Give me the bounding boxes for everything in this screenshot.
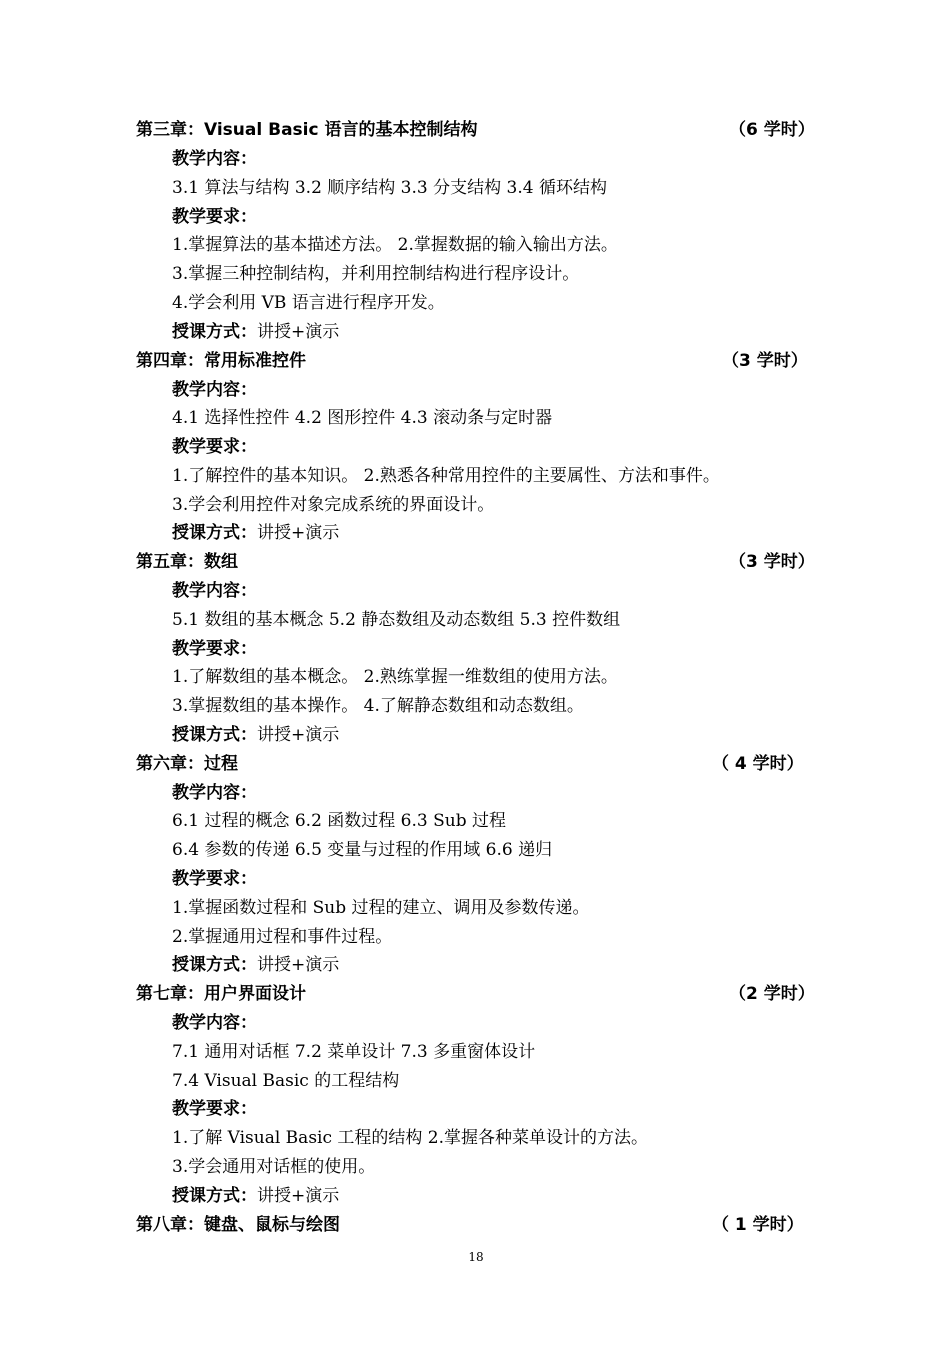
chapter-6-hours: （ 4 学时） xyxy=(712,754,804,774)
chapter-5-hours: （3 学时） xyxy=(729,552,815,572)
teaching-method xyxy=(172,522,339,544)
content-line: 4.1 选择性控件 4.2 图形控件 4.3 滚动条与定时器 xyxy=(172,408,553,428)
chapter-5-title: 第五章：数组 xyxy=(136,552,238,572)
method-value: 讲授+演示 xyxy=(257,523,340,543)
content-heading: 教学内容： xyxy=(172,380,257,400)
requirement-line: 3.学会利用控件对象完成系统的界面设计。 xyxy=(172,495,495,515)
content-line: 5.1 数组的基本概念 5.2 静态数组及动态数组 5.3 控件数组 xyxy=(172,610,621,630)
content-heading: 教学内容： xyxy=(172,581,257,601)
requirement-line: 3.掌握三种控制结构，并利用控制结构进行程序设计。 xyxy=(172,264,580,284)
teaching-method xyxy=(172,724,339,746)
content-heading: 教学内容： xyxy=(172,149,257,169)
content-line: 3.1 算法与结构 3.2 顺序结构 3.3 分支结构 3.4 循环结构 xyxy=(172,178,607,198)
requirements-heading: 教学要求： xyxy=(172,207,257,227)
teaching-method xyxy=(172,1185,339,1207)
content-heading: 教学内容： xyxy=(172,783,257,803)
method-label: 授课方式： xyxy=(172,1186,257,1206)
chapter-8-title: 第八章：键盘、鼠标与绘图 xyxy=(136,1215,340,1235)
method-label: 授课方式： xyxy=(172,955,257,975)
method-value: 讲授+演示 xyxy=(257,725,340,745)
chapter-7-hours: （2 学时） xyxy=(729,984,815,1004)
requirement-line: 4.学会利用 VB 语言进行程序开发。 xyxy=(172,293,445,313)
chapter-3-hours: （6 学时） xyxy=(729,120,815,140)
page-number: 18 xyxy=(468,1250,484,1264)
teaching-method xyxy=(172,954,339,976)
requirements-heading: 教学要求： xyxy=(172,639,257,659)
method-label: 授课方式： xyxy=(172,322,257,342)
chapter-8-hours: （ 1 学时） xyxy=(712,1215,804,1235)
content-line: 7.4 Visual Basic 的工程结构 xyxy=(172,1071,400,1091)
requirement-line: 1.了解控件的基本知识。 2.熟悉各种常用控件的主要属性、方法和事件。 xyxy=(172,466,720,486)
method-value: 讲授+演示 xyxy=(257,955,340,975)
requirement-line: 1.了解 Visual Basic 工程的结构 2.掌握各种菜单设计的方法。 xyxy=(172,1128,649,1148)
requirement-line: 1.掌握算法的基本描述方法。 2.掌握数据的输入输出方法。 xyxy=(172,235,618,255)
requirement-line: 3.掌握数组的基本操作。 4.了解静态数组和动态数组。 xyxy=(172,696,584,716)
method-label: 授课方式： xyxy=(172,725,257,745)
chapter-6-title: 第六章：过程 xyxy=(136,754,238,774)
content-line: 6.4 参数的传递 6.5 变量与过程的作用域 6.6 递归 xyxy=(172,840,553,860)
requirements-heading: 教学要求： xyxy=(172,869,257,889)
method-value: 讲授+演示 xyxy=(257,1186,340,1206)
requirement-line: 1.了解数组的基本概念。 2.熟练掌握一维数组的使用方法。 xyxy=(172,667,618,687)
content-line: 6.1 过程的概念 6.2 函数过程 6.3 Sub 过程 xyxy=(172,811,507,831)
requirement-line: 2.掌握通用过程和事件过程。 xyxy=(172,927,393,947)
chapter-4-title: 第四章：常用标准控件 xyxy=(136,351,306,371)
chapter-3-title: 第三章：Visual Basic 语言的基本控制结构 xyxy=(136,120,478,140)
content-heading: 教学内容： xyxy=(172,1013,257,1033)
requirement-line: 1.掌握函数过程和 Sub 过程的建立、调用及参数传递。 xyxy=(172,898,590,918)
content-line: 7.1 通用对话框 7.2 菜单设计 7.3 多重窗体设计 xyxy=(172,1042,536,1062)
chapter-4-hours: （3 学时） xyxy=(722,351,808,371)
teaching-method xyxy=(172,321,339,343)
requirements-heading: 教学要求： xyxy=(172,437,257,457)
method-label: 授课方式： xyxy=(172,523,257,543)
method-value: 讲授+演示 xyxy=(257,322,340,342)
chapter-7-title: 第七章：用户界面设计 xyxy=(136,984,306,1004)
requirements-heading: 教学要求： xyxy=(172,1099,257,1119)
requirement-line: 3.学会通用对话框的使用。 xyxy=(172,1157,376,1177)
